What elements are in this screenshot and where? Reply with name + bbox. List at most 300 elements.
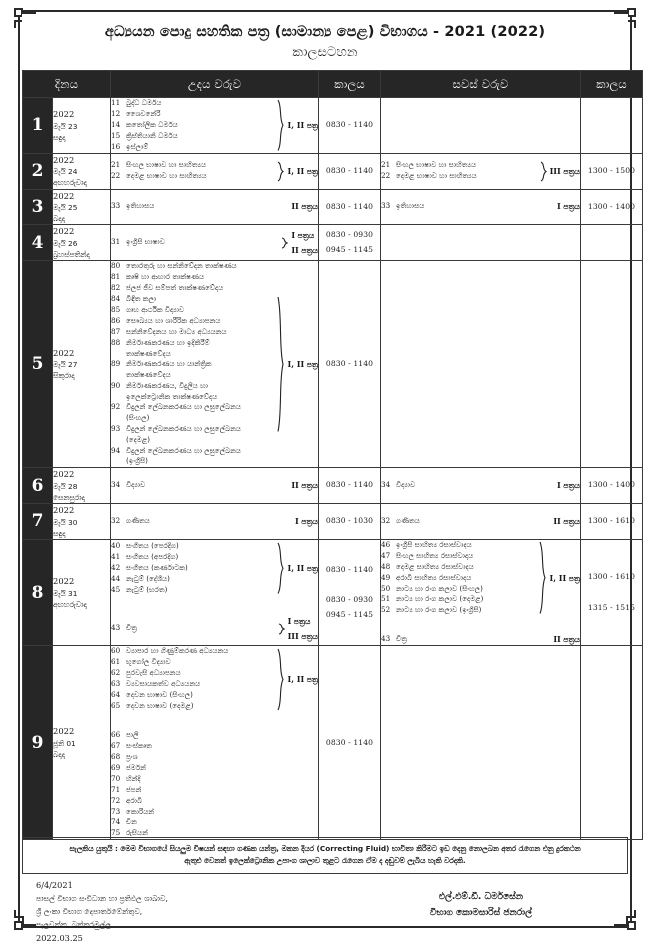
day-number: 8 (23, 539, 53, 646)
subject-entry (111, 305, 274, 316)
session-block (111, 541, 318, 596)
subject-entry (111, 381, 274, 403)
subject-name: බුද්ධ ධර්මය (126, 98, 162, 107)
subject-name: භූගෝල විද්‍යාව (126, 657, 171, 667)
subject-name: නාට්‍ය හා රංග කලාව (ඉංග්‍රීසි) (396, 605, 482, 615)
day-number: 6 (23, 468, 53, 504)
subject-entry (381, 634, 553, 645)
subject-name: චීන (126, 817, 137, 827)
subject-name: ගෘහ ආර්ථික විද්‍යාව (126, 304, 185, 314)
subject-entry (381, 584, 536, 595)
morning-session (111, 261, 319, 468)
time-group (319, 200, 380, 214)
subject-code: 21 (111, 160, 121, 170)
morning-session (111, 153, 319, 189)
subject-name: චිත්‍ර (126, 623, 137, 633)
subject-entry (111, 668, 274, 679)
afternoon-session (381, 468, 581, 504)
time-group (319, 118, 380, 132)
subject-name: ව්‍යවසායකත්ව අධ්‍යයනය (126, 679, 201, 689)
subject-name: විද්‍යාව (396, 480, 416, 490)
subject-entry (111, 552, 274, 563)
day-number: 2 (23, 153, 53, 189)
morning-time (319, 503, 381, 539)
time-group (319, 228, 380, 257)
exam-time: 0830 - 1140 (325, 358, 374, 368)
important-note (22, 837, 628, 874)
day-number: 4 (23, 225, 53, 261)
subject-entry (111, 541, 274, 552)
subject-code: 73 (111, 806, 121, 816)
paper-label: I පත්‍රය (557, 201, 580, 212)
subject-name: විදුලන් ලේඛනකරණය හා ලඝුලේඛනය (සිංහල) (126, 402, 274, 424)
date-weekday: සඳුදා (53, 132, 66, 142)
subject-entry (111, 171, 274, 182)
grouping-brace-icon (274, 542, 286, 595)
date-year: 2022 (53, 576, 75, 587)
subject-name-continued: (ඉංග්‍රීසි) (126, 456, 148, 466)
subject-name: කොරියන් (126, 806, 155, 816)
subject-list (111, 730, 318, 839)
subject-list (111, 201, 291, 212)
exam-date (53, 189, 111, 225)
subject-name: විදුලන් ලේඛනකරණය හා ලඝුලේඛනය (ඉංග්‍රීසි) (126, 446, 274, 468)
paper-label-stack (287, 614, 318, 644)
subject-code: 81 (111, 272, 121, 282)
time-group (319, 478, 380, 492)
exam-time: 0830 - 1140 (325, 165, 374, 175)
subject-name: ගණිතය (396, 515, 420, 525)
exam-date (53, 153, 111, 189)
subject-entry (111, 623, 275, 634)
exam-date (53, 261, 111, 468)
exam-time: 0830 - 0930 (325, 230, 374, 240)
subject-code: 61 (111, 657, 121, 667)
afternoon-session (381, 646, 581, 840)
morning-time (319, 98, 381, 154)
subject-entry (111, 316, 274, 327)
paper-label: III පත්‍රය (287, 630, 318, 641)
subject-entry (381, 516, 553, 527)
time-group (319, 164, 380, 178)
session-block (111, 98, 318, 153)
subject-name: ප්‍රංශ (126, 751, 138, 761)
subject-code: 41 (111, 552, 121, 562)
subject-name: රුසියන් (126, 828, 148, 838)
date-weekday: අඟහරුවාදා (53, 599, 87, 609)
date-weekday: බදාදා (53, 750, 65, 760)
subject-name-continued: (දෙමළ) (126, 434, 151, 444)
subject-code: 63 (111, 679, 121, 689)
subject-name: ව්‍යාපාර හා ගිණුම්කරණ අධ්‍යයනය (126, 646, 229, 656)
date-day: මැයි 28 (53, 481, 78, 491)
subject-name: සංගීතය (කර්ණාටක) (126, 563, 188, 573)
subject-list (111, 541, 274, 596)
day-number: 9 (23, 646, 53, 840)
subject-entry (111, 563, 274, 574)
afternoon-session (381, 539, 581, 646)
subject-name: නැටුම් (භරත) (126, 584, 168, 594)
subject-code: 33 (111, 201, 121, 211)
subject-entry (111, 338, 274, 360)
title-main-text: අධ්‍යයන පොදු සහතික පත්‍ර (සාමාන්‍ය පෙළ) විභාගය - 2021 (2022) (104, 22, 546, 40)
subject-code: 87 (111, 326, 121, 336)
subject-entry (111, 516, 295, 527)
date-weekday: බ්‍රහස්පතින්දා (53, 250, 90, 260)
date-year: 2022 (53, 226, 75, 237)
subject-name: සන්නිවේදනය හා මාධ්‍ය අධ්‍යයනය (126, 326, 227, 336)
exam-time: 1300 - 1400 (587, 201, 636, 211)
subject-code: 40 (111, 541, 121, 551)
day-number: 1 (23, 98, 53, 154)
subject-name: ක්‍රිස්තියානි ධර්මය (126, 130, 178, 140)
session-block (381, 160, 580, 182)
afternoon-session (381, 261, 581, 468)
exam-time: 1300 - 1610 (587, 516, 636, 526)
morning-session (111, 225, 319, 261)
date-weekday: බදාදා (53, 214, 65, 224)
subject-entry (111, 730, 318, 741)
date-weekday: සෙනසුරාදා (53, 492, 85, 502)
subject-name: විද්‍යාව (126, 480, 146, 490)
subject-entry (111, 657, 274, 668)
exam-time: 0830 - 1030 (325, 516, 374, 526)
paper-label: I පත්‍රය (295, 515, 318, 526)
subject-list (111, 98, 274, 153)
subject-code: 33 (381, 201, 391, 211)
header-row (23, 71, 643, 98)
subject-name-continued: තාක්ෂණවේදය (126, 348, 171, 358)
subject-name: ඉංග්‍රීසි භාෂාව (126, 237, 165, 247)
subject-code: 47 (381, 550, 391, 560)
exam-date (53, 98, 111, 154)
session-block (111, 480, 318, 491)
paper-label: I, II පත්‍ර (287, 358, 318, 369)
morning-session (111, 503, 319, 539)
subject-name: දෙවන භාෂාව (දෙමළ) (126, 701, 194, 711)
subject-code: 43 (381, 634, 391, 644)
afternoon-session (381, 153, 581, 189)
subject-entry (111, 741, 318, 752)
paper-label: I පත්‍රය (287, 615, 311, 626)
date-day: මැයි 25 (53, 203, 78, 213)
subject-list (111, 623, 275, 634)
subject-entry (111, 774, 318, 785)
subject-list (111, 160, 274, 182)
exam-time: 0830 - 1140 (325, 201, 374, 211)
subject-entry (111, 424, 274, 446)
grouping-brace-icon (274, 99, 286, 152)
subject-name: සිංහල භාෂාව හා සාහිත්‍යය (396, 160, 477, 170)
subject-entry (381, 594, 536, 605)
issue-date-top: 6/4/2021 (36, 880, 73, 890)
subject-name: හින්දි (126, 773, 141, 783)
signatory-title: විභාග කොමසාරිස් ජනරාල් (429, 907, 532, 918)
subject-entry (111, 294, 274, 305)
subject-code: 52 (381, 605, 391, 615)
exam-time: 1300 - 1500 (587, 165, 636, 175)
header-morning: උදය වරුව (111, 71, 319, 98)
subject-entry (111, 807, 318, 818)
address-line-3: පැලවත්ත, බත්තරමුල්ල. (36, 920, 114, 930)
issuer-address (36, 878, 168, 945)
subject-entry (111, 272, 274, 283)
grouping-brace-icon (275, 623, 287, 635)
session-block (111, 160, 318, 182)
subject-name: කතෝලික ධර්මය (126, 119, 178, 129)
day-number: 7 (23, 503, 53, 539)
time-group (319, 593, 380, 622)
grouping-brace-icon (274, 296, 286, 433)
table-row (23, 153, 643, 189)
paper-label: I, II පත්‍ර (287, 563, 318, 573)
subject-code: 94 (111, 445, 121, 455)
subject-code: 46 (381, 539, 391, 549)
paper-label: II පත්‍රය (291, 480, 318, 491)
table-body (23, 98, 643, 840)
subject-name: ශෛවනේරි (126, 108, 161, 118)
subject-entry (111, 679, 274, 690)
table-row (23, 261, 643, 468)
subject-code: 74 (111, 817, 121, 827)
paper-label: I, II පත්‍ර (287, 119, 318, 130)
subject-entry (111, 701, 274, 712)
subject-entry (111, 261, 274, 272)
subject-list (381, 540, 536, 617)
morning-time (319, 539, 381, 646)
exam-date (53, 646, 111, 840)
subject-entry (111, 98, 274, 109)
subject-entry (111, 131, 274, 142)
session-block (381, 480, 580, 491)
subject-code: 34 (381, 480, 391, 490)
subject-code: 45 (111, 584, 121, 594)
exam-date (53, 539, 111, 646)
paper-label: II පත්‍රය (291, 201, 318, 212)
subject-code: 11 (111, 98, 121, 107)
subject-code: 89 (111, 359, 121, 369)
time-group (319, 357, 380, 371)
subject-code: 43 (111, 623, 121, 633)
subject-name: ගණිතය (126, 515, 150, 525)
subject-list (381, 201, 557, 212)
subject-name: නැටුම් (දේශීය) (126, 573, 170, 583)
time-group (581, 164, 642, 178)
subject-code: 50 (381, 583, 391, 593)
subject-code: 84 (111, 293, 121, 303)
session-block (111, 614, 318, 644)
subject-entry (111, 446, 274, 468)
subject-entry (111, 690, 274, 701)
subject-name: ජර්මන් (126, 762, 146, 772)
subject-entry (111, 109, 274, 120)
issue-date-bottom: 2022.03.25 (36, 933, 83, 944)
subject-name: බිඳිත කලා (126, 293, 157, 303)
grouping-brace-icon (274, 648, 286, 711)
subject-entry (111, 283, 274, 294)
subject-name: තොරතුරු හා සන්නිවේදන තාක්ෂණය (126, 261, 237, 271)
afternoon-time (581, 646, 643, 840)
paper-label: III පත්‍රය (549, 165, 580, 176)
time-group (581, 570, 642, 584)
subject-entry (381, 540, 536, 551)
table-row (23, 539, 643, 646)
subject-entry (111, 120, 274, 131)
session-block (111, 730, 318, 839)
subject-code: 71 (111, 784, 121, 794)
date-day: මැයි 23 (53, 121, 78, 131)
subject-code: 42 (111, 563, 121, 573)
session-block (111, 261, 318, 467)
subject-entry (111, 752, 318, 763)
subject-name: නිර්මාණකරණය හා ඉදිකිරීම් තාක්ෂණවේදය (126, 338, 274, 360)
grouping-brace-icon (278, 237, 290, 249)
subject-name: අරාබි සාහිත්‍ය රසාස්වාදය (396, 572, 472, 582)
subject-entry (111, 402, 274, 424)
morning-time (319, 225, 381, 261)
subject-name: නාට්‍ය හා රංග කලාව (සිංහල) (396, 583, 483, 593)
subject-entry (111, 817, 318, 828)
subject-code: 72 (111, 795, 121, 805)
subject-code: 34 (111, 480, 121, 490)
exam-schedule-table (22, 70, 643, 840)
subject-entry (111, 237, 278, 248)
subject-code: 51 (381, 594, 391, 604)
subject-entry (111, 359, 274, 381)
time-group (581, 200, 642, 214)
subject-name-continued: තාක්ෂණවේදය (126, 370, 171, 380)
afternoon-time (581, 98, 643, 154)
subject-entry (381, 605, 536, 616)
date-day: මැයි 26 (53, 238, 78, 248)
signatory-name: එල්.එම්.ඩී. ධර්මසේන (438, 892, 523, 902)
table-row (23, 189, 643, 225)
afternoon-session (381, 503, 581, 539)
subject-name: සෞඛ්‍යය හා ශාරීරික අධ්‍යාපනය (126, 315, 221, 325)
paper-label: I පත්‍රය (557, 480, 580, 491)
afternoon-time (581, 503, 643, 539)
subject-entry (111, 763, 318, 774)
paper-label-stack (290, 228, 318, 258)
table-row (23, 225, 643, 261)
subject-code: 16 (111, 141, 121, 151)
morning-time (319, 153, 381, 189)
session-block (381, 201, 580, 212)
subject-code: 44 (111, 573, 121, 583)
subject-entry (111, 480, 291, 491)
subject-code: 31 (111, 237, 121, 247)
time-group (319, 563, 380, 577)
exam-time: 0830 - 1140 (325, 480, 374, 490)
afternoon-time (581, 189, 643, 225)
paper-label: II පත්‍රය (291, 244, 318, 255)
exam-time: 0945 - 1145 (325, 609, 374, 619)
exam-time: 0830 - 1140 (325, 737, 374, 747)
header-day: දිනය (23, 71, 111, 98)
date-day: මැයි 27 (53, 360, 78, 370)
morning-session (111, 646, 319, 840)
subject-name: විදුලන් ලේඛනකරණය හා ලඝුලේඛනය (දෙමළ) (126, 424, 274, 446)
subject-code: 60 (111, 646, 121, 656)
session-block (111, 228, 318, 258)
date-year: 2022 (53, 347, 75, 358)
note-line-2: ඇතුළු වෙනත් ඉලෙක්ට්‍රොනික උපාංග ශාලාව තුළට රැගෙන ඒම ද දඬුවම් ලැබිය හැකි වරදකි. (184, 855, 466, 865)
subject-code: 80 (111, 261, 121, 271)
session-block (111, 201, 318, 212)
grouping-brace-icon (536, 541, 548, 615)
afternoon-time (581, 153, 643, 189)
paper-label: I, II පත්‍ර (287, 673, 318, 684)
subject-name: ඉංග්‍රීසි සාහිත්‍ය රසාස්වාදය (396, 539, 472, 549)
exam-date (53, 225, 111, 261)
subject-code: 93 (111, 423, 121, 433)
morning-session (111, 468, 319, 504)
subject-code: 22 (111, 171, 121, 181)
subject-code: 69 (111, 762, 121, 772)
time-group (319, 514, 380, 528)
subject-code: 62 (111, 668, 121, 678)
exam-time: 1315 - 1515 (587, 602, 636, 612)
date-day: මැයි 31 (53, 588, 78, 598)
subject-name: ඉස්ලාම් (126, 141, 149, 151)
subject-entry (381, 171, 537, 182)
subject-entry (111, 585, 274, 596)
subject-name: දෙවන භාෂාව (සිංහල) (126, 690, 193, 700)
subject-entry (111, 785, 318, 796)
subject-name: දෙමළ භාෂාව හා සාහිත්‍යය (396, 171, 477, 181)
subject-name: ජපන් (126, 784, 142, 794)
subject-entry (381, 562, 536, 573)
subject-entry (111, 796, 318, 807)
morning-session (111, 539, 319, 646)
morning-time (319, 261, 381, 468)
subject-entry (111, 142, 274, 153)
paper-label: I පත්‍රය (291, 229, 315, 240)
exam-time: 1300 - 1610 (587, 572, 636, 582)
afternoon-session (381, 225, 581, 261)
time-group (581, 478, 642, 492)
subject-list (381, 516, 553, 527)
table-row (23, 646, 643, 840)
subject-list (111, 237, 278, 248)
date-weekday: අඟහරුවාදා (53, 178, 87, 188)
subject-name: දෙමළ සාහිත්‍ය රසාස්වාදය (396, 561, 474, 571)
paper-label: I, II පත්‍ර (287, 165, 318, 176)
subject-name: සංගීතය (පෙරදිග) (126, 541, 179, 551)
session-block (111, 646, 318, 712)
subject-code: 21 (381, 160, 391, 170)
subject-code: 65 (111, 701, 121, 711)
subject-name: ඉතිහාසය (126, 201, 155, 211)
subject-list (111, 516, 295, 527)
morning-time (319, 189, 381, 225)
address-line-1: පාසල් විභාග සංවිධාන හා ප්‍රතිඵල ශාඛාව, (36, 894, 168, 904)
subject-code: 15 (111, 130, 121, 140)
subject-code: 66 (111, 729, 121, 739)
grouping-brace-icon (274, 161, 286, 182)
subject-name: කෘෂි හා ආහාර තාක්ෂණය (126, 272, 205, 282)
subject-name-continued: (සිංහල) (126, 413, 150, 423)
day-number: 3 (23, 189, 53, 225)
subject-code: 92 (111, 402, 121, 412)
afternoon-time (581, 261, 643, 468)
header-morning-time: කාලය (319, 71, 381, 98)
date-year: 2022 (53, 108, 75, 119)
date-weekday: සඳුදා (53, 528, 66, 538)
subject-code: 70 (111, 773, 121, 783)
signatory (430, 890, 532, 922)
subject-entry (111, 201, 291, 212)
